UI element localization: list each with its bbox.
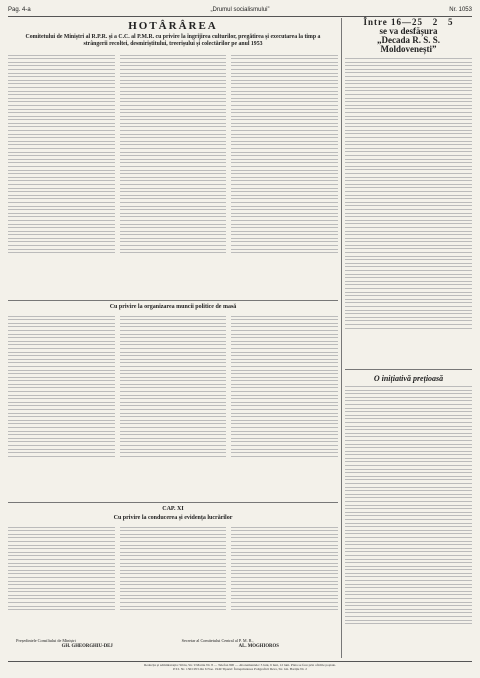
section-column-1 xyxy=(8,524,115,613)
initiative-body xyxy=(345,386,472,624)
section-column-3 xyxy=(231,524,338,613)
section-column-1 xyxy=(8,313,115,459)
signature-right-role: Secretar al Comitetului Central al P. M. R., xyxy=(181,638,254,643)
decade-body xyxy=(345,58,472,329)
section-chapter-xi xyxy=(8,504,338,654)
section-column-3 xyxy=(231,313,338,459)
article-headline: HOTÂRÂREA xyxy=(128,20,218,32)
decade-line-3: „Decada R. S. S. xyxy=(376,35,440,45)
signature-right-name: AL. MOGHIOROS xyxy=(238,644,279,649)
signature-left-name: GH. GHEORGHIU-DEJ xyxy=(61,644,113,649)
section-column-2 xyxy=(120,524,227,613)
page-number: Pag. 4-a xyxy=(8,7,31,13)
section-title-political-work: Cu privire la organizarea muncii politice de masă xyxy=(109,304,237,310)
decade-headline xyxy=(345,18,472,54)
section-divider xyxy=(8,502,338,503)
section-divider xyxy=(8,300,338,301)
signature-left xyxy=(8,638,166,649)
chapter-title: CAP. XI xyxy=(162,506,184,512)
decade-line-4: Moldovenești” xyxy=(380,44,437,54)
article-subheadline: Comitetului de Miniștri al R.P.R. și a C.C. al P.M.R. cu privire la îngrijirea culturilor, pregătirea și executarea la timp a strângerii recoltei, desmiriștitului, treerișului și colectărilor pe anul 1953 xyxy=(25,34,321,47)
initiative-title: O inițiativă prețioasă xyxy=(373,374,444,383)
signature-right xyxy=(180,638,338,649)
article-columns xyxy=(8,52,338,256)
footer-line-2: P.T.I. Nr. 136/1953 din 6 Noe. 1949 Tiparul: Întreprinderea Poligrafică Deva, Str. Gh. Barițiu Nr. 2 xyxy=(173,667,307,672)
decade-dates: Între 16—25 2 5 xyxy=(363,17,454,27)
section-column-2 xyxy=(120,313,227,459)
signatures xyxy=(8,638,338,649)
section-columns xyxy=(8,524,338,613)
newspaper-name: „Drumul socialismului” xyxy=(210,7,270,13)
signature-left-role: Președintele Consiliului de Miniștri xyxy=(16,638,76,643)
decade-article xyxy=(345,18,472,368)
section-title-records: Cu privire la conducerea și evidența lucrărilor xyxy=(113,515,233,521)
page-footer xyxy=(8,661,472,671)
section-political-work xyxy=(8,302,338,502)
article-column-1 xyxy=(8,52,115,256)
article-column-2 xyxy=(120,52,227,256)
article-column-3 xyxy=(231,52,338,256)
decree-article xyxy=(8,18,338,300)
page-header xyxy=(8,4,472,17)
footer-line-1: Redacția și administrația: Sibiu, Str. 9 Martie Nr. 8 — Telefon 990 — Abonamentele: 3 luni, 6 luni, 12 luni. Plata se face prin oficiile poștale. xyxy=(144,663,336,667)
issue-number: Nr. 1053 xyxy=(449,7,472,13)
column-divider xyxy=(341,18,342,658)
section-divider xyxy=(345,369,472,370)
decade-line-2: se va desfășura xyxy=(379,26,438,36)
initiative-article xyxy=(345,372,472,656)
section-columns xyxy=(8,313,338,459)
